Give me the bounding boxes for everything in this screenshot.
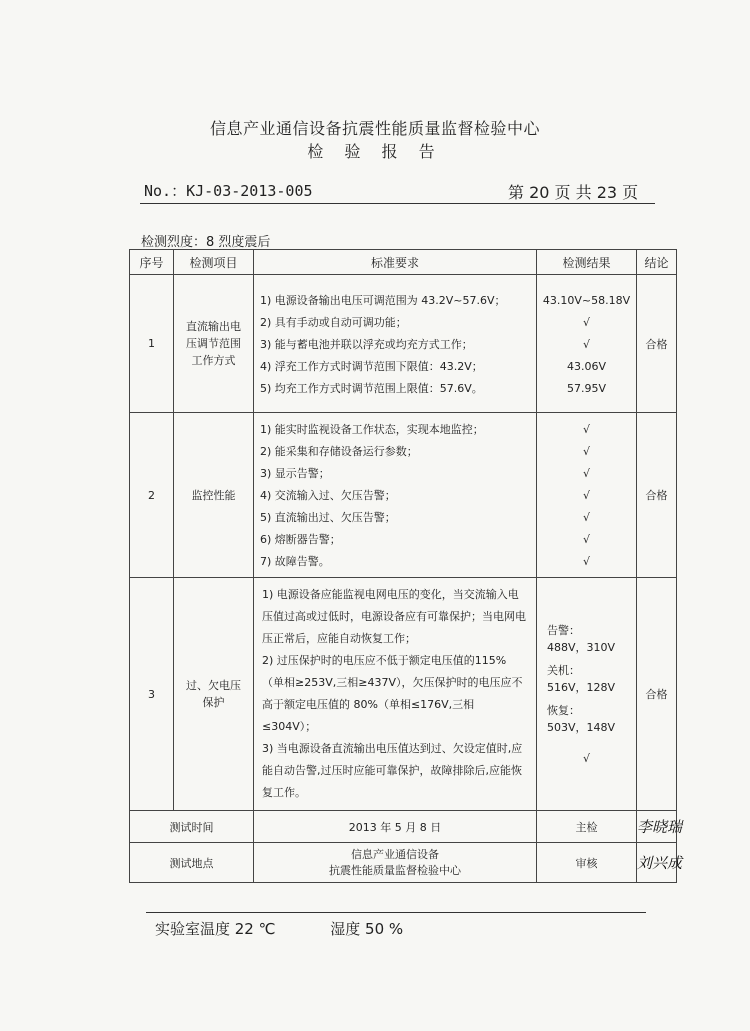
requirement-line: 7) 故障告警。 xyxy=(260,555,330,568)
result-value: 43.06V xyxy=(566,359,606,373)
row-number: 3 xyxy=(130,578,174,811)
requirement-paragraph: 1) 电源设备应能监视电网电压的变化，当交流输入电压值过高或过低时，电源设备应有可靠保护；当电网电压正常后，应能自动恢复工作； xyxy=(262,588,526,645)
test-place-line: 信息产业通信设备 xyxy=(351,847,439,861)
table-header-row xyxy=(130,250,677,275)
check-mark: √ xyxy=(582,467,590,480)
row-conclusion: 合格 xyxy=(637,413,677,578)
doc-type: 检 验 报 告 xyxy=(307,142,443,161)
header-rule xyxy=(140,203,655,204)
row-item: 监控性能 xyxy=(174,413,254,578)
report-number: No.：KJ-03-2013-005 xyxy=(144,182,313,200)
table-row xyxy=(130,413,677,578)
recover-label: 恢复： xyxy=(547,703,580,717)
test-place-label: 测试地点 xyxy=(130,843,254,883)
col-header-no: 序号 xyxy=(130,250,174,275)
row-conclusion: 合格 xyxy=(637,578,677,811)
result-value: 43.10V~58.18V xyxy=(542,293,631,307)
inspector-signature: 李晓瑞 xyxy=(637,811,677,843)
row-results xyxy=(537,413,637,578)
row-item: 直流输出电压调节范围工作方式 xyxy=(174,275,254,413)
test-place-row xyxy=(130,843,677,883)
requirement-line: 2) 具有手动或自动可调功能； xyxy=(260,315,407,329)
check-mark: √ xyxy=(582,511,590,524)
col-header-result: 检测结果 xyxy=(537,250,637,275)
check-mark: √ xyxy=(582,315,590,329)
requirement-paragraph: 3) 当电源设备直流输出电压值达到过、欠设定值时,应能自动告警,过压时应能可靠保护，故障排除后,应能恢复工作。 xyxy=(262,742,523,799)
requirement-paragraph: 2) 过压保护时的电压应不低于额定电压值的115%（单相≥253V,三相≥437V），欠压保护时的电压应不高于额定电压值的 80%（单相≤176V,三相≤304V）； xyxy=(262,654,523,733)
reviewer-signature: 刘兴成 xyxy=(637,843,677,883)
page-info: 第 20 页 共 23 页 xyxy=(508,183,639,202)
row-requirements xyxy=(254,275,537,413)
requirement-line: 5) 均充工作方式时调节范围上限值：57.6V。 xyxy=(260,381,483,395)
test-intensity: 检测烈度：8 烈度震后 xyxy=(141,235,271,250)
reviewer-label: 审核 xyxy=(537,843,637,883)
shutdown-value: 516V，128V xyxy=(547,680,616,694)
requirement-line: 3) 显示告警； xyxy=(260,467,330,480)
row-number: 1 xyxy=(130,275,174,413)
check-mark: √ xyxy=(582,533,590,546)
lab-humidity: 湿度 50 % xyxy=(330,920,404,938)
check-mark: √ xyxy=(582,555,590,568)
check-mark: √ xyxy=(582,337,590,351)
check-mark: √ xyxy=(582,751,590,765)
check-mark: √ xyxy=(582,445,590,458)
col-header-requirement: 标准要求 xyxy=(254,250,537,275)
row-item: 过、欠电压保护 xyxy=(174,578,254,811)
requirement-line: 3) 能与蓄电池并联以浮充或均充方式工作； xyxy=(260,337,473,351)
row-number: 2 xyxy=(130,413,174,578)
footer-rule xyxy=(146,912,646,913)
requirement-line: 1) 能实时监视设备工作状态，实现本地监控； xyxy=(260,423,484,436)
footer-conditions xyxy=(155,918,453,939)
requirement-line: 5) 直流输出过、欠压告警； xyxy=(260,511,396,524)
col-header-conclusion: 结论 xyxy=(637,250,677,275)
requirement-line: 2) 能采集和存储设备运行参数； xyxy=(260,445,418,458)
requirement-line: 1) 电源设备输出电压可调范围为 43.2V~57.6V； xyxy=(260,293,506,307)
test-time-row xyxy=(130,811,677,843)
col-header-item: 检测项目 xyxy=(174,250,254,275)
test-place-value xyxy=(254,843,537,883)
shutdown-label: 关机： xyxy=(547,663,580,677)
requirement-line: 4) 交流输入过、欠压告警； xyxy=(260,489,396,502)
check-mark: √ xyxy=(582,423,590,436)
row-results xyxy=(537,275,637,413)
lab-temperature: 实验室温度 22 ℃ xyxy=(155,920,276,938)
inspection-table xyxy=(129,249,683,883)
row-requirements xyxy=(254,578,537,811)
row-requirements xyxy=(254,413,537,578)
requirement-line: 4) 浮充工作方式时调节范围下限值：43.2V； xyxy=(260,359,483,373)
table-row xyxy=(130,578,677,811)
result-value: 57.95V xyxy=(566,381,606,395)
row-conclusion: 合格 xyxy=(637,275,677,413)
org-title: 信息产业通信设备抗震性能质量监督检验中心 xyxy=(209,119,540,138)
table-row xyxy=(130,275,677,413)
row-results xyxy=(537,578,637,811)
alarm-label: 告警： xyxy=(547,623,580,637)
requirement-line: 6) 熔断器告警； xyxy=(260,533,341,546)
test-time-label: 测试时间 xyxy=(130,811,254,843)
test-time-value: 2013 年 5 月 8 日 xyxy=(254,811,537,843)
alarm-value: 488V，310V xyxy=(547,640,616,654)
inspector-label: 主检 xyxy=(537,811,637,843)
test-place-line: 抗震性能质量监督检验中心 xyxy=(329,863,461,877)
check-mark: √ xyxy=(582,489,590,502)
recover-value: 503V，148V xyxy=(547,720,616,734)
